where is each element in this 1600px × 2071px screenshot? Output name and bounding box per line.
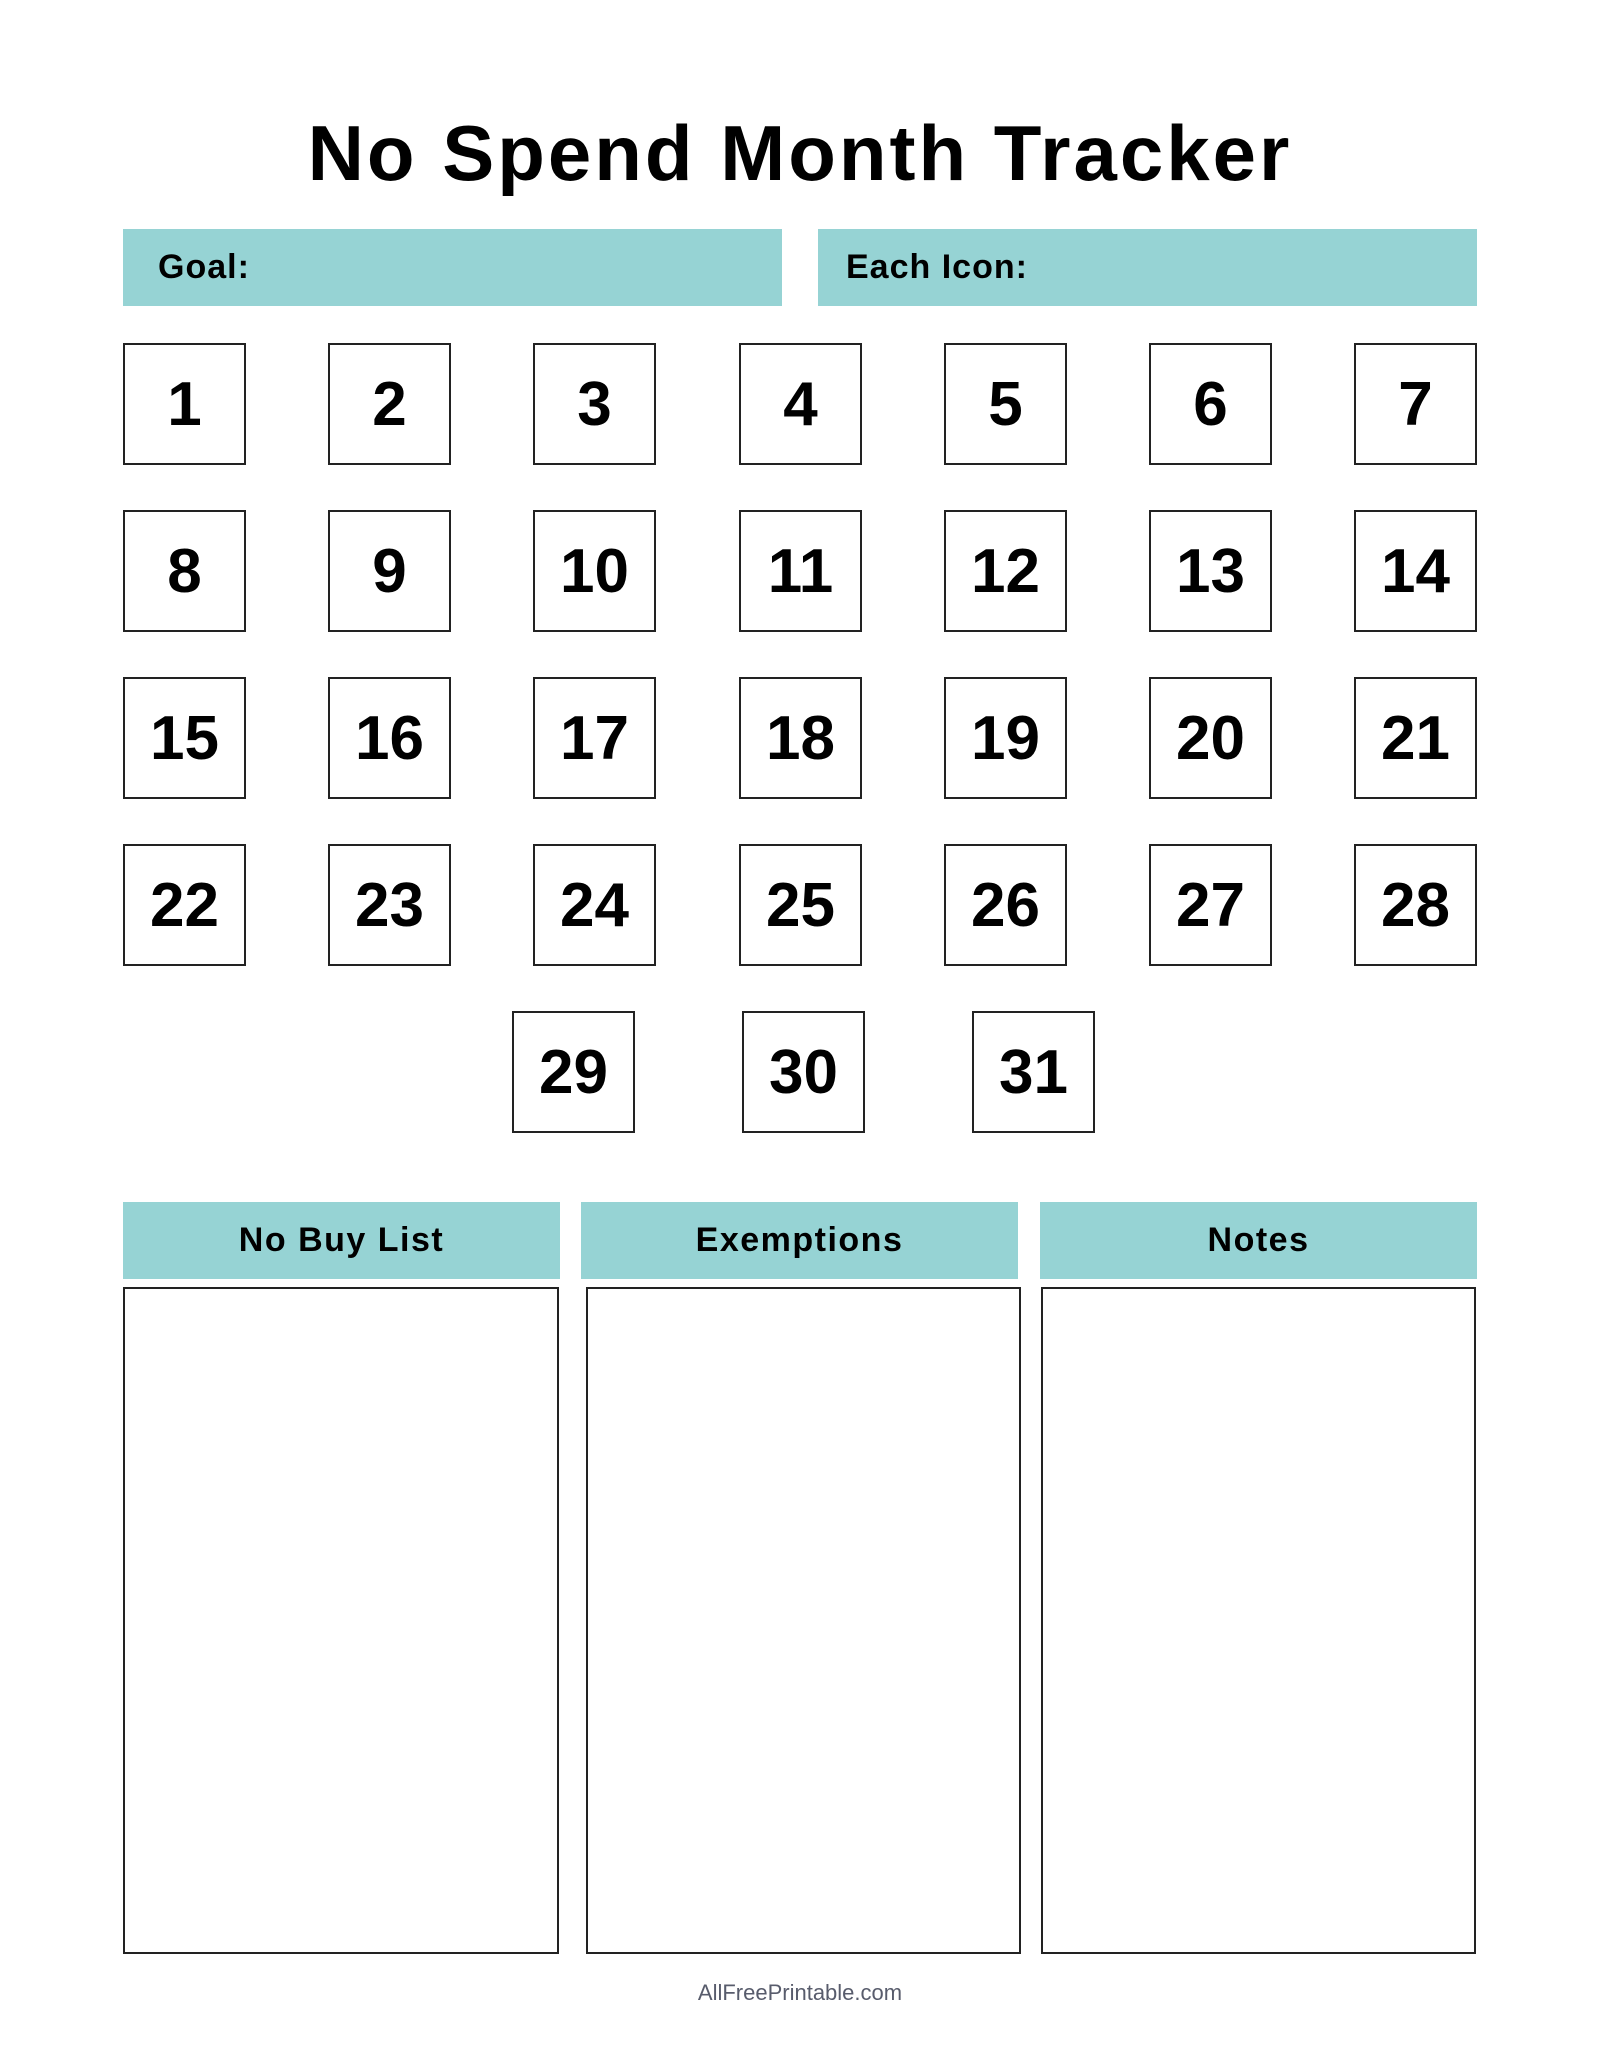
day-box[interactable]: 11 (739, 510, 862, 632)
day-box[interactable]: 19 (944, 677, 1067, 799)
day-box[interactable]: 4 (739, 343, 862, 465)
day-box[interactable]: 14 (1354, 510, 1477, 632)
day-box[interactable]: 23 (328, 844, 451, 966)
day-box[interactable]: 29 (512, 1011, 635, 1133)
day-box[interactable]: 16 (328, 677, 451, 799)
day-box[interactable]: 20 (1149, 677, 1272, 799)
day-box[interactable]: 30 (742, 1011, 865, 1133)
each-icon-field[interactable] (818, 229, 1477, 306)
goal-field[interactable] (123, 229, 782, 306)
day-box[interactable]: 3 (533, 343, 656, 465)
each-icon-label: Each Icon: (846, 248, 1028, 286)
exemptions-header: Exemptions (581, 1202, 1018, 1279)
day-box[interactable]: 8 (123, 510, 246, 632)
day-box[interactable]: 6 (1149, 343, 1272, 465)
day-box[interactable]: 27 (1149, 844, 1272, 966)
day-box[interactable]: 21 (1354, 677, 1477, 799)
day-box[interactable]: 5 (944, 343, 1067, 465)
day-box[interactable]: 18 (739, 677, 862, 799)
day-box[interactable]: 31 (972, 1011, 1095, 1133)
day-box[interactable]: 9 (328, 510, 451, 632)
notes-header: Notes (1040, 1202, 1477, 1279)
day-box[interactable]: 26 (944, 844, 1067, 966)
day-box[interactable]: 17 (533, 677, 656, 799)
day-box[interactable]: 13 (1149, 510, 1272, 632)
day-box[interactable]: 25 (739, 844, 862, 966)
exemptions-box[interactable] (586, 1287, 1021, 1954)
no-buy-list-header: No Buy List (123, 1202, 560, 1279)
no-buy-list-box[interactable] (123, 1287, 559, 1954)
day-box[interactable]: 2 (328, 343, 451, 465)
day-box[interactable]: 7 (1354, 343, 1477, 465)
day-box[interactable]: 22 (123, 844, 246, 966)
day-box[interactable]: 1 (123, 343, 246, 465)
day-box[interactable]: 15 (123, 677, 246, 799)
goal-label: Goal: (158, 248, 250, 286)
page-title: No Spend Month Tracker (307, 109, 1293, 197)
footer-credit: AllFreePrintable.com (697, 1980, 903, 2005)
day-box[interactable]: 24 (533, 844, 656, 966)
day-box[interactable]: 12 (944, 510, 1067, 632)
day-box[interactable]: 28 (1354, 844, 1477, 966)
notes-box[interactable] (1041, 1287, 1476, 1954)
day-box[interactable]: 10 (533, 510, 656, 632)
